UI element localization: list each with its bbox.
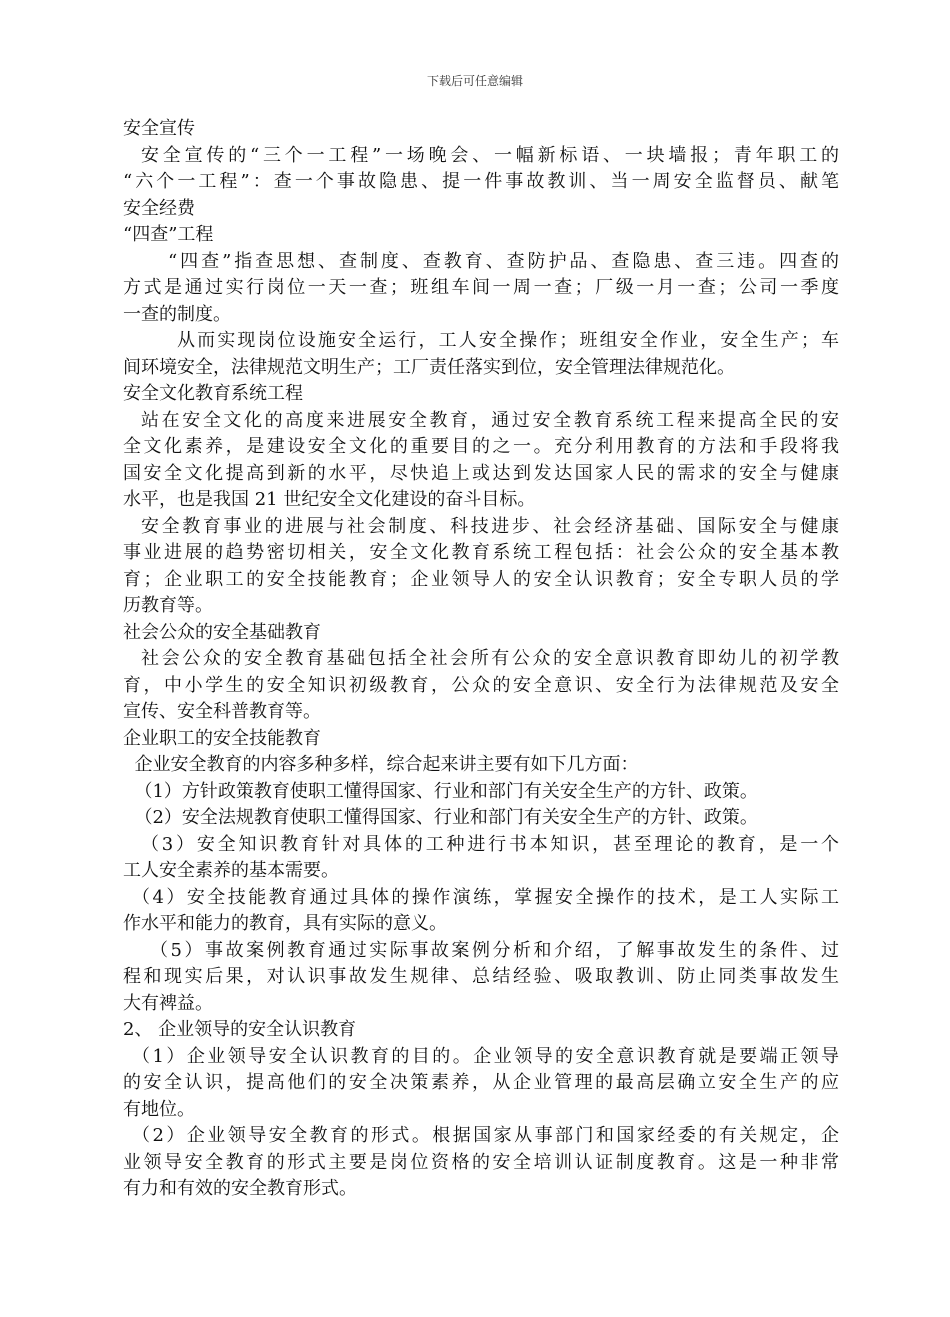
paragraph-line: 育；企业职工的安全技能教育；企业领导人的安全认识教育；安全专职人员的学 [123,568,839,590]
paragraph-line: （4）安全技能教育通过具体的操作演练，掌握安全操作的技术，是工人实际工 [132,886,839,908]
heading-text: 企业职工的安全技能教育 [123,727,321,749]
section-heading [123,726,839,753]
paragraph-line: 方式是通过实行岗位一天一查；班组车间一周一查；厂级一月一查；公司一季度 [123,277,839,298]
paragraph-line: 育，中小学生的安全知识初级教育，公众的安全意识、安全行为法律规范及安全 [123,674,839,696]
paragraph [123,805,839,832]
paragraph [123,779,839,806]
paragraph-line: 国安全文化提高到新的水平，尽快追上或达到发达国家人民的需求的安全与健康 [123,462,839,484]
paragraph-line: （1）企业领导安全认识教育的目的。企业领导的安全意识教育就是要端正领导 [132,1045,839,1067]
paragraph-line: 作水平和能力的教育，具有实际的意义。 [123,913,447,934]
paragraph-line: 一查的制度。 [123,303,231,325]
heading-text: 安全文化教育系统工程 [123,383,303,404]
paragraph [123,408,839,514]
section-heading [123,116,839,143]
paragraph [123,143,839,223]
paragraph-line: 安全经费 [123,197,195,219]
paragraph-line: 安全教育事业的进展与社会制度、科技进步、社会经济基础、国际安全与健康 [141,515,839,537]
paragraph-line: （2）安全法规教育使职工懂得国家、行业和部门有关安全生产的方针、政策。 [123,807,758,828]
paragraph-line: 间环境安全，法律规范文明生产；工厂责任落实到位，安全管理法律规范化。 [123,356,735,378]
paragraph-line: 企业安全教育的内容多种多样，综合起来讲主要有如下几方面： [123,754,639,775]
paragraph-line: 历教育等。 [123,595,213,616]
paragraph-line: “六个一工程”：查一个事故隐患、提一件事故教训、当一周安全监督员、献笔 [123,171,839,192]
heading-text: “四查”工程 [123,224,214,245]
paragraph [123,249,839,329]
paragraph-line: 宣传、安全科普教育等。 [123,701,321,722]
paragraph-line: 安全宣传的“三个一工程”一场晚会、一幅新标语、一块墙报；青年职工的 [141,144,839,166]
section-heading [123,222,839,249]
paragraph [123,938,839,1018]
heading-text: 社会公众的安全基础教育 [123,621,321,643]
paragraph-line: 从而实现岗位设施安全运行，工人安全操作；班组安全作业，安全生产；车 [177,330,839,351]
paragraph-line: 水平，也是我国 21 世纪安全文化建设的奋斗目标。 [123,489,536,510]
paragraph-line: 站在安全文化的高度来进展安全教育，通过安全教育系统工程来提高全民的安 [141,409,839,431]
header-note: 下载后可任意编辑 [426,74,523,88]
heading-text: 2、 企业领导的安全认识教育 [123,1019,357,1040]
paragraph-line: 程和现实后果，对认识事故发生规律、总结经验、吸取教训、防止同类事故发生 [123,966,839,987]
section-heading [123,620,839,647]
paragraph-line: 有地位。 [123,1098,195,1120]
section-heading [123,1017,839,1044]
paragraph-line: 的安全认识，提高他们的安全决策素养，从企业管理的最高层确立安全生产的应 [123,1072,839,1093]
paragraph-line: （1）方针政策教育使职工懂得国家、行业和部门有关安全生产的方针、政策。 [123,780,758,802]
paragraph-line: （2）企业领导安全教育的形式。根据国家从事部门和国家经委的有关规定，企 [132,1125,839,1146]
paragraph [123,514,839,620]
section-heading [123,381,839,408]
paragraph [123,646,839,726]
paragraph [123,328,839,381]
heading-text: 安全宣传 [123,118,195,139]
paragraph-line: （3）安全知识教育针对具体的工种进行书本知识，甚至理论的教育，是一个 [141,833,839,855]
paragraph-line: 业领导安全教育的形式主要是岗位资格的安全培训认证制度教育。这是一种非常 [123,1151,839,1173]
paragraph-line: “四查”指查思想、查制度、查教育、查防护品、查隐患、查三违。四查的 [168,250,839,272]
paragraph-line: 社会公众的安全教育基础包括全社会所有公众的安全意识教育即幼儿的初学教 [141,648,839,669]
paragraph-line: 事业进展的趋势密切相关，安全文化教育系统工程包括：社会公众的安全基本教 [123,542,839,563]
paragraph [123,752,839,779]
paragraph [123,1123,839,1203]
paragraph-line: 工人安全素养的基本需要。 [123,860,339,881]
document-body [123,116,839,1203]
paragraph [123,832,839,885]
paragraph-line: 全文化素养，是建设安全文化的重要目的之一。充分利用教育的方法和手段将我 [123,436,839,457]
paragraph-line: 大有裨益。 [123,992,213,1014]
paragraph-line: （5）事故案例教育通过实际事故案例分析和介绍，了解事故发生的条件、过 [150,939,839,961]
paragraph-line: 有力和有效的安全教育形式。 [123,1178,357,1199]
paragraph [123,1044,839,1124]
paragraph [123,885,839,938]
